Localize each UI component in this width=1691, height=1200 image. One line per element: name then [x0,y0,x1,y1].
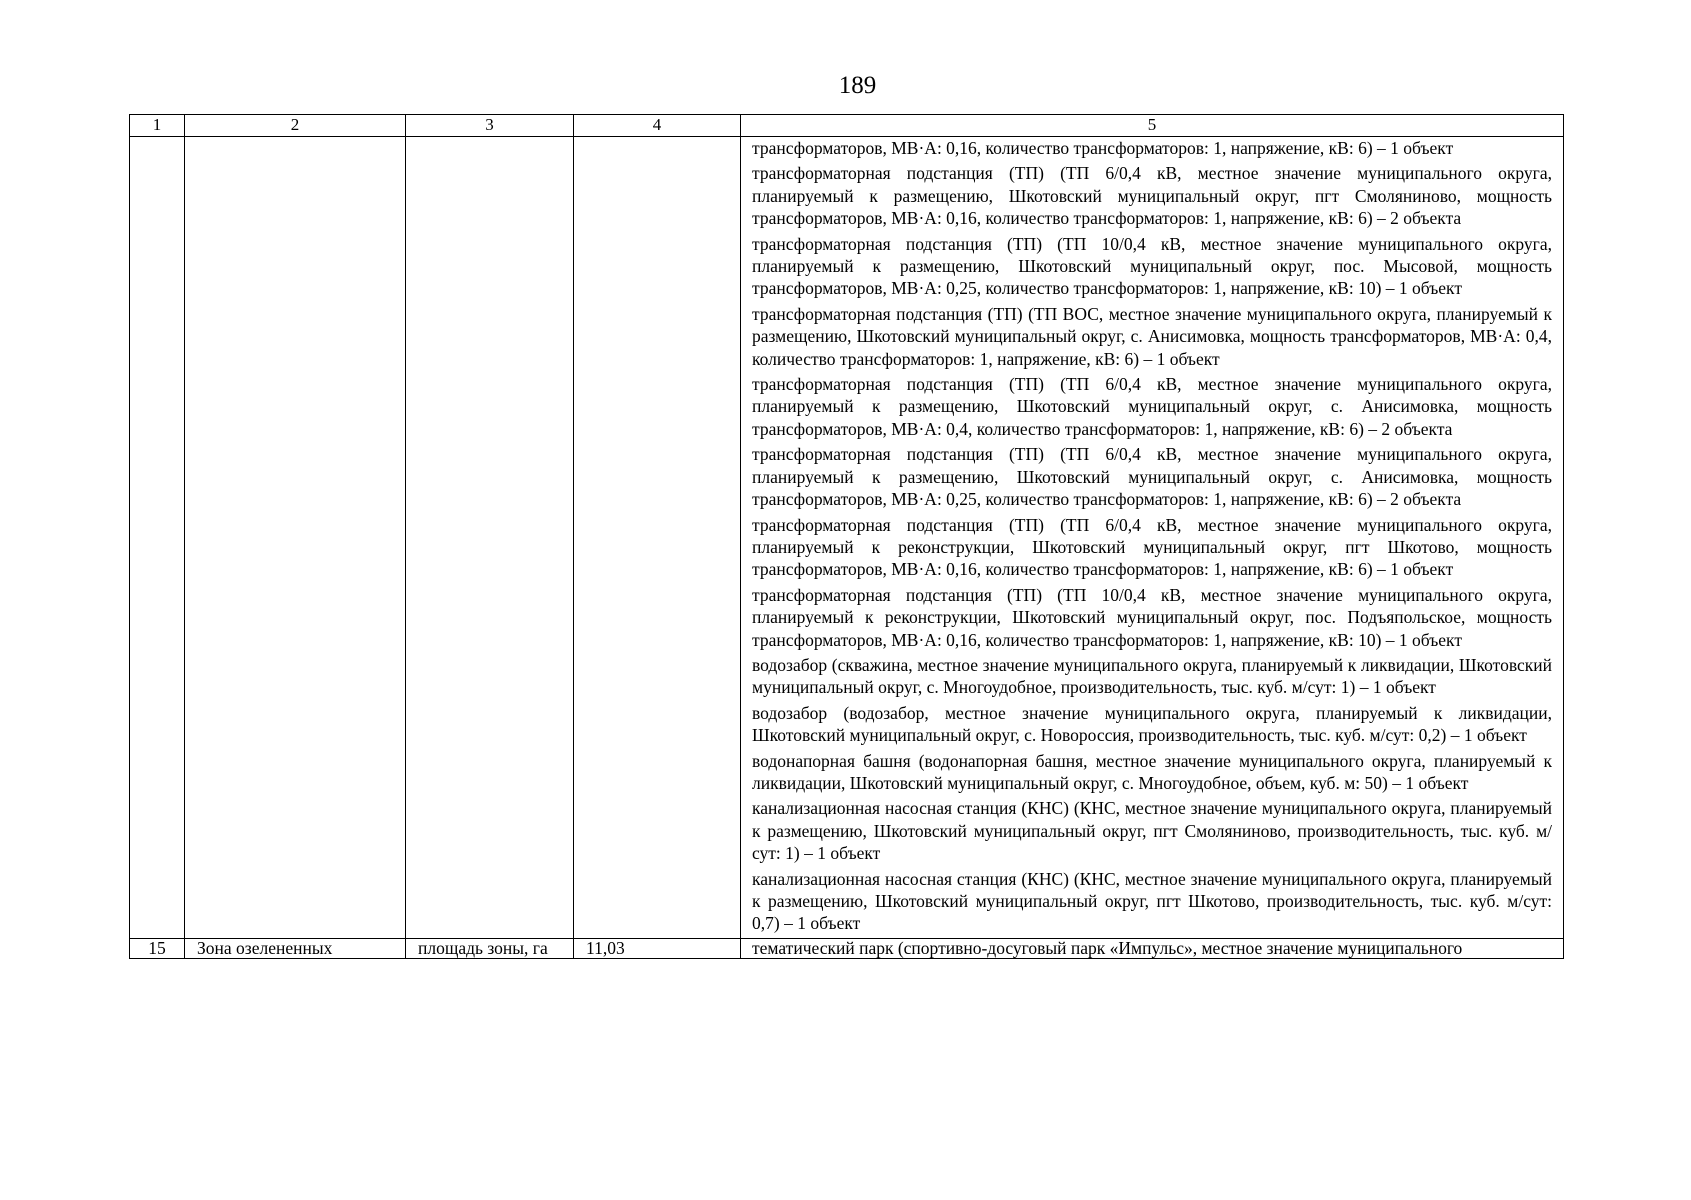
zone-name: Зона озелененных [185,938,406,958]
cell-param-empty [406,137,574,939]
object-entry: водонапорная башня (водонапорная башня, местное значение муниципального округа, планируемый к ликвидации, Шкотовский муниципальный округ, с. Многоудобное, объем, куб. м: 50) – 1 объект [752,750,1552,793]
cell-zone-empty [185,137,406,939]
object-entry: канализационная насосная станция (КНС) (КНС, местное значение муниципального округа, планируемый к размещению, Шкотовский муниципальный округ, пгт Шкотово, производительность, тыс. куб. м/сут: 0,7) – 1 объект [752,868,1552,934]
header-col-3: 3 [406,115,574,137]
objects-list-cell [741,137,1564,939]
object-entry: трансформаторная подстанция (ТП) (ТП 6/0,4 кВ, местное значение муниципального округа, планируемый к размещению, Шкотовский муниципальный округ, с. Анисимовка, мощность трансформаторов, МВ·А: 0,25, количество трансформаторов: 1, напряжение, кВ: 6) – 2 объекта [752,444,1552,510]
planning-table [129,114,1564,959]
page-number: 189 [838,72,877,99]
cell-num-empty [130,137,185,939]
parameter-name: площадь зоны, га [406,938,574,958]
header-row [130,115,1564,137]
header-col-1: 1 [130,115,185,137]
header-col-2: 2 [185,115,406,137]
object-description: тематический парк (спортивно-досуговый парк «Импульс», местное значение муниципального [741,938,1564,958]
object-entry: трансформаторная подстанция (ТП) (ТП 10/0,4 кВ, местное значение муниципального округа, планируемый к реконструкции, Шкотовский муниципальный округ, пос. Подъяпольское, мощность трансформаторов, МВ·А: 0,16, количество трансформаторов: 1, напряжение, кВ: 10) – 1 объект [752,584,1552,650]
object-entry: трансформаторная подстанция (ТП) (ТП 6/0,4 кВ, местное значение муниципального округа, планируемый к реконструкции, Шкотовский муниципальный округ, пгт Шкотово, мощность трансформаторов, МВ·А: 0,16, количество трансформаторов: 1, напряжение, кВ: 6) – 1 объект [752,514,1552,580]
object-entry: трансформаторная подстанция (ТП) (ТП 10/0,4 кВ, местное значение муниципального округа, планируемый к размещению, Шкотовский муниципальный округ, пос. Мысовой, мощность трансформаторов, МВ·А: 0,25, количество трансформаторов: 1, напряжение, кВ: 10) – 1 объект [752,233,1552,299]
object-entry: трансформаторная подстанция (ТП) (ТП 6/0,4 кВ, местное значение муниципального округа, планируемый к размещению, Шкотовский муниципальный округ, с. Анисимовка, мощность трансформаторов, МВ·А: 0,4, количество трансформаторов: 1, напряжение, кВ: 6) – 2 объекта [752,374,1552,439]
table-row-15 [130,938,1564,958]
header-col-4: 4 [574,115,741,137]
object-entry: трансформаторная подстанция (ТП) (ТП 6/0,4 кВ, местное значение муниципального округа, планируемый к размещению, Шкотовский муниципальный округ, пгт Смоляниново, мощность трансформаторов, МВ·А: 0,16, количество трансформаторов: 1, напряжение, кВ: 6) – 2 объекта [752,163,1552,229]
parameter-value: 11,03 [574,938,741,958]
object-entry: трансформаторная подстанция (ТП) (ТП ВОС, местное значение муниципального округа, планируемый к размещению, Шкотовский муниципальный округ, с. Анисимовка, мощность трансформаторов, МВ·А: 0,4, количество трансформаторов: 1, напряжение, кВ: 6) – 1 объект [752,303,1552,369]
object-entry: водозабор (водозабор, местное значение муниципального округа, планируемый к ликвидации, Шкотовский муниципальный округ, с. Новороссия, производительность, тыс. куб. м/сут: 0,2) – 1 объект [752,702,1552,746]
row-number: 15 [130,938,185,958]
header-col-5: 5 [741,115,1564,137]
object-entry: водозабор (скважина, местное значение муниципального округа, планируемый к ликвидации, Шкотовский муниципальный округ, с. Многоудобное, производительность, тыс. куб. м/сут: 1) – 1 объект [752,654,1552,698]
object-entry: канализационная насосная станция (КНС) (КНС, местное значение муниципального округа, планируемый к размещению, Шкотовский муниципальный округ, пгт Смоляниново, производительность, тыс. куб. м/сут: 1) – 1 объект [752,798,1552,864]
object-entry: трансформаторов, МВ·А: 0,16, количество трансформаторов: 1, напряжение, кВ: 6) – 1 объект [752,138,1454,158]
cell-value-empty [574,137,741,939]
continuation-row [130,137,1564,939]
